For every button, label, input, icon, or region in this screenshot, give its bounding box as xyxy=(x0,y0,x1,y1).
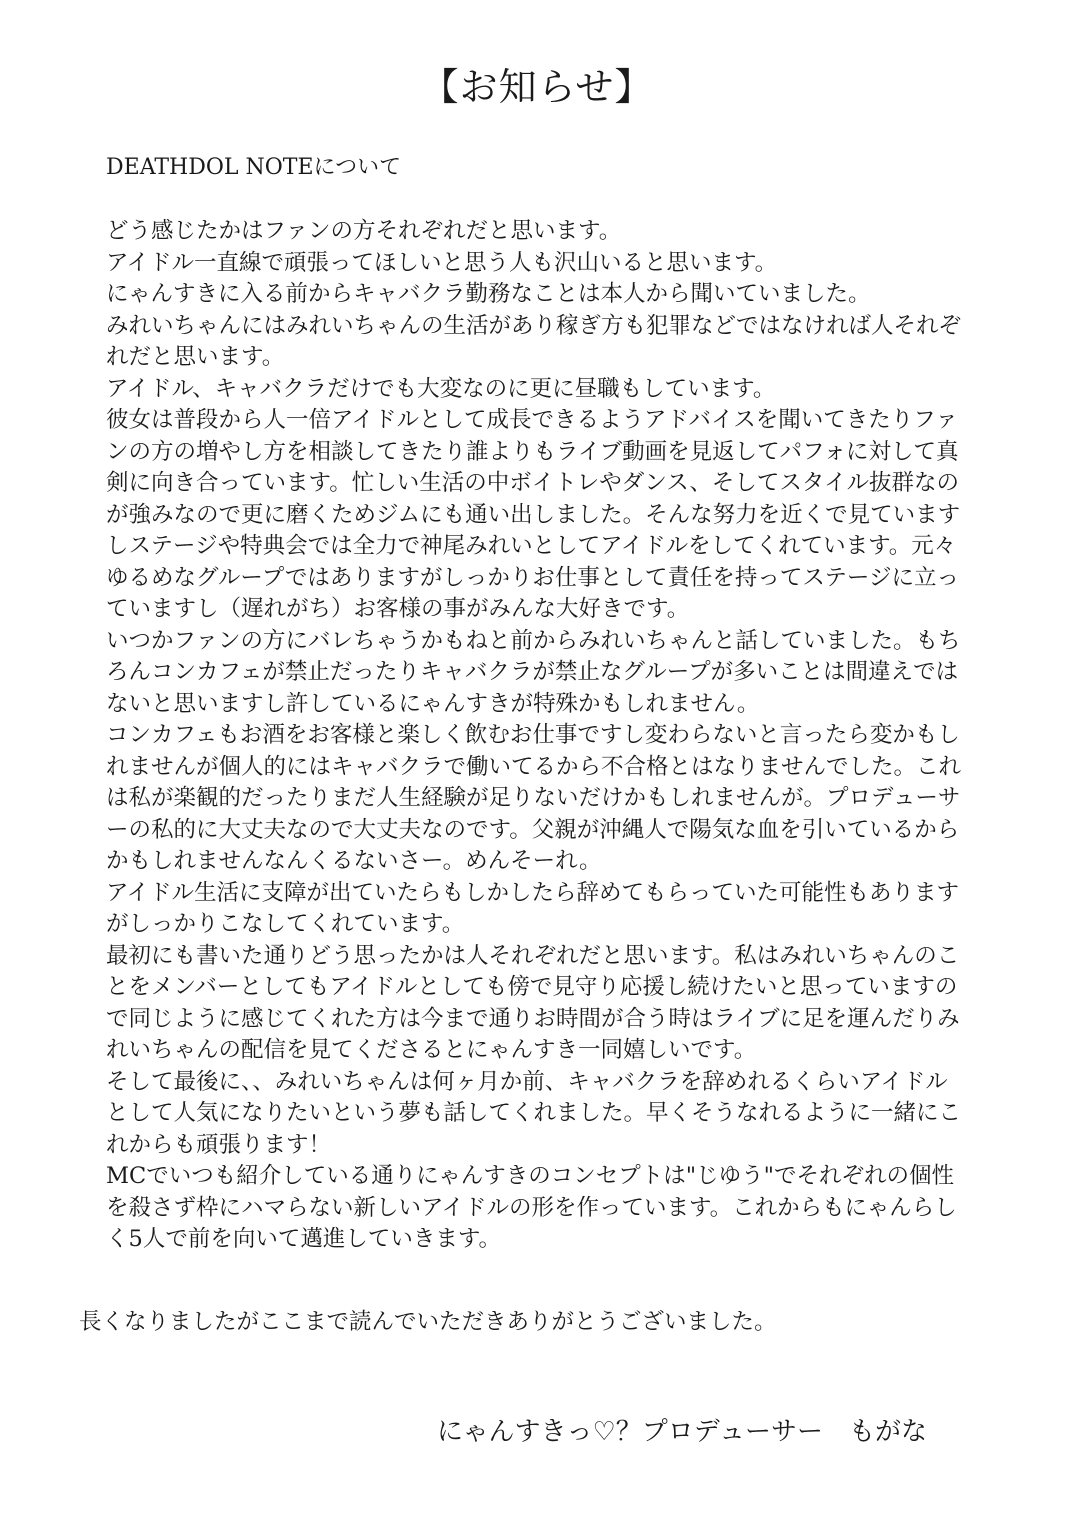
body-line: ないと思いますし許しているにゃんすきが特殊かもしれません。 xyxy=(106,690,760,717)
body-line: が強みなので更に磨くためジムにも通い出しました。そんな努力を近くで見ています xyxy=(106,501,961,528)
body-line: そして最後に、、みれいちゃんは何ヶ月か前、キャバクラを辞めれるくらいアイドル xyxy=(106,1068,948,1095)
body-line: しステージや特典会では全力で神尾みれいとしてアイドルをしてくれています。元々 xyxy=(106,533,957,559)
body-line: は私が楽観的だったりまだ人生経験が足りないだけかもしれませんが。プロデューサ xyxy=(106,785,961,811)
body-line: れいちゃんの配信を見てくださるとにゃんすき一同嬉しいです。 xyxy=(106,1037,757,1063)
notice-body xyxy=(106,216,1006,1256)
body-line: として人気になりたいという夢も話してくれました。早くそうなれるように一緒にこ xyxy=(106,1100,962,1126)
body-line: とをメンバーとしてもアイドルとしても傍で見守り応援し続けたいと思っていますの xyxy=(106,974,958,1000)
body-line: 彼女は普段から人一倍アイドルとして成長できるようアドバイスを聞いてきたりファ xyxy=(106,407,958,433)
body-line: く5人で前を向いて邁進していきます。 xyxy=(106,1226,502,1252)
body-line: ろんコンカフェが禁止だったりキャバクラが禁止なグループが多いことは間違えでは xyxy=(106,659,959,685)
body-line: れからも頑張ります！ xyxy=(106,1131,332,1158)
body-line: アイドル一直線で頑張ってほしいと思う人も沢山いると思います。 xyxy=(106,249,778,276)
body-line: れだと思います。 xyxy=(106,344,285,370)
notice-title: 【お知らせ】 xyxy=(420,65,654,109)
body-line: 剣に向き合っています。忙しい生活の中ボイトレやダンス、そしてスタイル抜群なの xyxy=(106,470,959,496)
body-line: コンカフェもお酒をお客様と楽しく飲むお仕事ですし変わらないと言ったら変かもし xyxy=(106,722,960,748)
notice-closing: 長くなりましたがここまで読んでいただきありがとうございました。 xyxy=(79,1309,777,1335)
body-line: 最初にも書いた通りどう思ったかは人それぞれだと思います。私はみれいちゃんのこ xyxy=(106,942,960,969)
body-line: ーの私的に大丈夫なので大丈夫なのです。父親が沖縄人で陽気な血を引いているから xyxy=(106,816,960,843)
body-line: ゆるめなグループではありますがしっかりお仕事として責任を持ってステージに立っ xyxy=(106,564,959,591)
notice-subject: DEATHDOL NOTEについて xyxy=(106,155,402,180)
producer-signature: にゃんすきっ♡？プロデューサー もがな xyxy=(437,1417,928,1447)
body-line: MCでいつも紹介している通りにゃんすきのコンセプトは"じゆう"でそれぞれの個性 xyxy=(106,1163,955,1189)
body-line: れませんが個人的にはキャバクラで働いてるから不合格とはなりませんでした。これ xyxy=(106,753,962,780)
body-line: どう感じたかはファンの方それぞれだと思います。 xyxy=(106,218,622,244)
body-line: がしっかりこなしてくれています。 xyxy=(106,911,465,937)
body-line: で同じように感じてくれた方は今まで通りお時間が合う時はライブに足を運んだりみ xyxy=(106,1005,960,1032)
body-line: アイドル生活に支障が出ていたらもしかしたら辞めてもらっていた可能性もあります xyxy=(106,879,959,906)
body-line: ンの方の増やし方を相談してきたり誰よりもライブ動画を見返してパフォに対して真 xyxy=(106,438,959,465)
body-line: みれいちゃんにはみれいちゃんの生活があり稼ぎ方も犯罪などではなければ人それぞ xyxy=(106,312,962,339)
body-line: いつかファンの方にバレちゃうかもねと前からみれいちゃんと話していました。もち xyxy=(106,627,961,654)
body-line: にゃんすきに入る前からキャバクラ勤務なことは本人から聞いていました。 xyxy=(106,281,871,307)
body-line: ていますし（遅れがち）お客様の事がみんな大好きです。 xyxy=(106,596,690,622)
body-line: かもしれませんなんくるないさー。めんそーれ。 xyxy=(106,848,602,874)
body-line: を殺さず枠にハマらない新しいアイドルの形を作っています。これからもにゃんらし xyxy=(106,1194,957,1221)
body-line: アイドル、キャバクラだけでも大変なのに更に昼職もしています。 xyxy=(106,375,776,402)
